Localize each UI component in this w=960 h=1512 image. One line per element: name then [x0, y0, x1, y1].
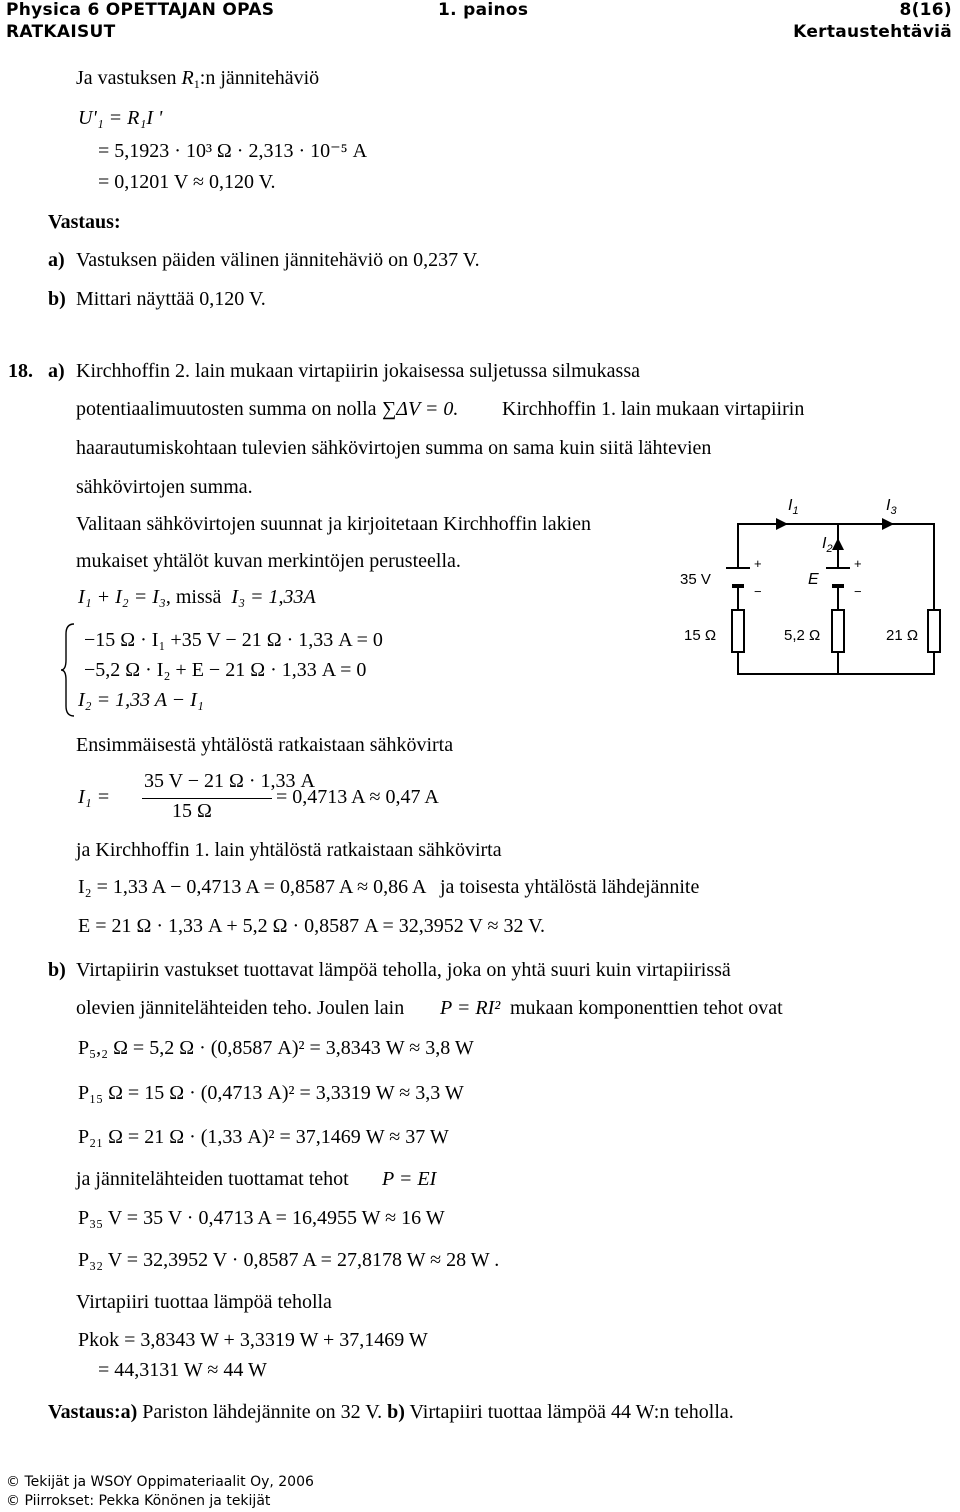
equation-p15: P₁₅ Ω = 15 Ω · (0,4713 A)² = 3,3319 W ≈ 3,3 W — [78, 1082, 464, 1104]
resistor-15-ohm — [732, 610, 744, 652]
text-line: mukaiset yhtälöt kuvan merkintöjen perusteella. — [76, 550, 461, 572]
intro-pre: Ja vastuksen — [76, 67, 182, 89]
i1-denominator: 15 Ω — [172, 800, 212, 822]
answer-a-label: a) — [48, 249, 65, 271]
final-answer-label: Vastaus:a) — [48, 1401, 138, 1423]
system-eq-2: −5,2 Ω · I₂ + E − 21 Ω · 1,33 A = 0 — [84, 659, 367, 681]
equation-e: E = 21 Ω · 1,33 A + 5,2 Ω · 0,8587 A = 32,3952 V ≈ 32 V. — [78, 915, 545, 937]
arrow-i2 — [832, 538, 844, 550]
text-line: Virtapiirin vastukset tuottavat lämpöä teholla, joka on yhtä suuri kuin virtapiirissä — [76, 959, 731, 981]
equation-p35: P₃₅ V = 35 V · 0,4713 A = 16,4955 W ≈ 16 W — [78, 1207, 445, 1229]
equation-sum-dv: ∑ΔV = 0. — [382, 398, 459, 420]
final-answer-b-label: b) — [387, 1401, 405, 1423]
label-i3: $I_3$ — [886, 497, 897, 517]
text-line: haarautumiskohtaan tulevien sähkövirtojen summa on sama kuin siitä lähtevien — [76, 437, 712, 459]
system-eq-1: −15 Ω · I₁ +35 V − 21 Ω · 1,33 A = 0 — [84, 629, 383, 651]
resistor-21-ohm — [928, 610, 940, 652]
final-answer-a: Pariston lähdejännite on 32 V. — [142, 1401, 383, 1423]
header-edition: 1. painos — [438, 0, 529, 20]
equation-joule: P = RI² — [440, 997, 501, 1019]
label-r21: 21 Ω — [886, 627, 919, 644]
text-line: ja toisesta yhtälöstä lähdejännite — [440, 876, 700, 898]
part-b-label: b) — [48, 959, 66, 981]
equation-u1: U'₁ = R₁I ' — [78, 107, 163, 129]
text-line: Valitaan sähkövirtojen suunnat ja kirjoitetaan Kirchhoffin lakien — [76, 513, 592, 535]
equation-p32: P₃₂ V = 32,3952 V · 0,8587 A = 27,8178 W ≈ 28 W . — [78, 1249, 500, 1271]
system-brace — [60, 622, 76, 718]
intro-subscript: 1 — [193, 77, 200, 91]
text-line: olevien jännitelähteiden teho. Joulen lain — [76, 997, 405, 1019]
resistor-5-2-ohm — [832, 610, 844, 652]
intro-post: :n jännitehäviö — [199, 67, 320, 89]
text-line: ja jännitelähteiden tuottamat tehot — [76, 1168, 349, 1190]
label-r52: 5,2 Ω — [784, 627, 821, 644]
intro-symbol: R — [181, 67, 194, 89]
problem-a-label: a) — [48, 360, 65, 382]
text-line: potentiaalimuutosten summa on nolla — [76, 398, 377, 420]
equation-pkok-2: = 44,3131 W ≈ 44 W — [98, 1359, 267, 1381]
answer-a-text: Vastuksen päiden välinen jännitehäviö on 0,237 V. — [76, 249, 480, 271]
answer-b-text: Mittari näyttää 0,120 V. — [76, 288, 266, 310]
i1-numerator: 35 V − 21 Ω · 1,33 A — [144, 770, 315, 792]
label-e: E — [808, 571, 819, 588]
header-page-number: 8(16) — [899, 0, 952, 20]
text-line: Kirchhoffin 1. lain mukaan virtapiirin — [502, 398, 805, 420]
eq-where: , missä — [165, 586, 222, 608]
i1-rhs: = 0,4713 A ≈ 0,47 A — [276, 786, 439, 808]
problem-number: 18. — [8, 360, 33, 382]
text-line: mukaan komponenttien tehot ovat — [510, 997, 783, 1019]
final-answer-b: Virtapiiri tuottaa lämpöä 44 W:n teholla. — [409, 1401, 734, 1423]
system-eq-3: I₂ = 1,33 A − I₁ — [78, 689, 204, 711]
final-answer — [48, 1400, 734, 1424]
label-plus-right: + — [854, 556, 862, 571]
equation-u1-step3: = 0,1201 V ≈ 0,120 V. — [98, 171, 276, 193]
text-line: ja Kirchhoffin 1. lain yhtälöstä ratkaistaan sähkövirta — [76, 839, 502, 861]
equation-p-ei: P = EI — [382, 1168, 437, 1190]
text-line: Kirchhoffin 2. lain mukaan virtapiirin jokaisessa suljetussa silmukassa — [76, 360, 640, 382]
header-title: Physica 6 OPETTAJAN OPAS — [6, 0, 275, 20]
equation-p21: P₂₁ Ω = 21 Ω · (1,33 A)² = 37,1469 W ≈ 37 W — [78, 1126, 449, 1148]
text-line: sähkövirtojen summa. — [76, 476, 253, 498]
label-plus-left: + — [754, 556, 762, 571]
arrow-i1 — [776, 518, 788, 530]
equation-i2: I₂ = 1,33 A − 0,4713 A = 0,8587 A ≈ 0,86 A — [78, 876, 427, 898]
eq-sum: I₁ + I₂ = I₃ — [78, 586, 166, 608]
footer-illustrations: © Piirrokset: Pekka Könönen ja tekijät — [6, 1493, 271, 1509]
equation-u1-step2: = 5,1923 · 10³ Ω · 2,313 · 10⁻⁵ A — [98, 140, 368, 162]
header-chapter: Kertaustehtäviä — [793, 22, 952, 42]
text-line: Virtapiiri tuottaa lämpöä teholla — [76, 1291, 332, 1313]
label-minus-right: − — [854, 584, 862, 599]
equation-p52: P₅,₂ Ω = 5,2 Ω · (0,8587 A)² = 3,8343 W ≈ 3,8 W — [78, 1037, 474, 1059]
eq-i3: I₃ = 1,33A — [231, 586, 316, 608]
equation-current-sum — [78, 585, 316, 609]
answer-label: Vastaus: — [48, 211, 121, 233]
label-minus-left: − — [754, 584, 762, 599]
intro-line — [76, 66, 319, 96]
label-i2: $I_2$ — [822, 535, 833, 555]
label-r15: 15 Ω — [684, 627, 717, 644]
label-i1: $I_1$ — [788, 497, 799, 517]
text-line: Ensimmäisestä yhtälöstä ratkaistaan sähkövirta — [76, 734, 454, 756]
arrow-i3 — [882, 518, 894, 530]
answer-b-label: b) — [48, 288, 66, 310]
fraction-bar — [142, 798, 272, 799]
circuit-diagram — [676, 488, 948, 700]
i1-lhs: I₁ = — [78, 786, 111, 808]
equation-pkok-1: Pkok = 3,8343 W + 3,3319 W + 37,1469 W — [78, 1329, 428, 1351]
label-35v: 35 V — [680, 571, 711, 588]
footer-copyright: © Tekijät ja WSOY Oppimateriaalit Oy, 2006 — [6, 1474, 314, 1490]
header-section: RATKAISUT — [6, 22, 116, 42]
